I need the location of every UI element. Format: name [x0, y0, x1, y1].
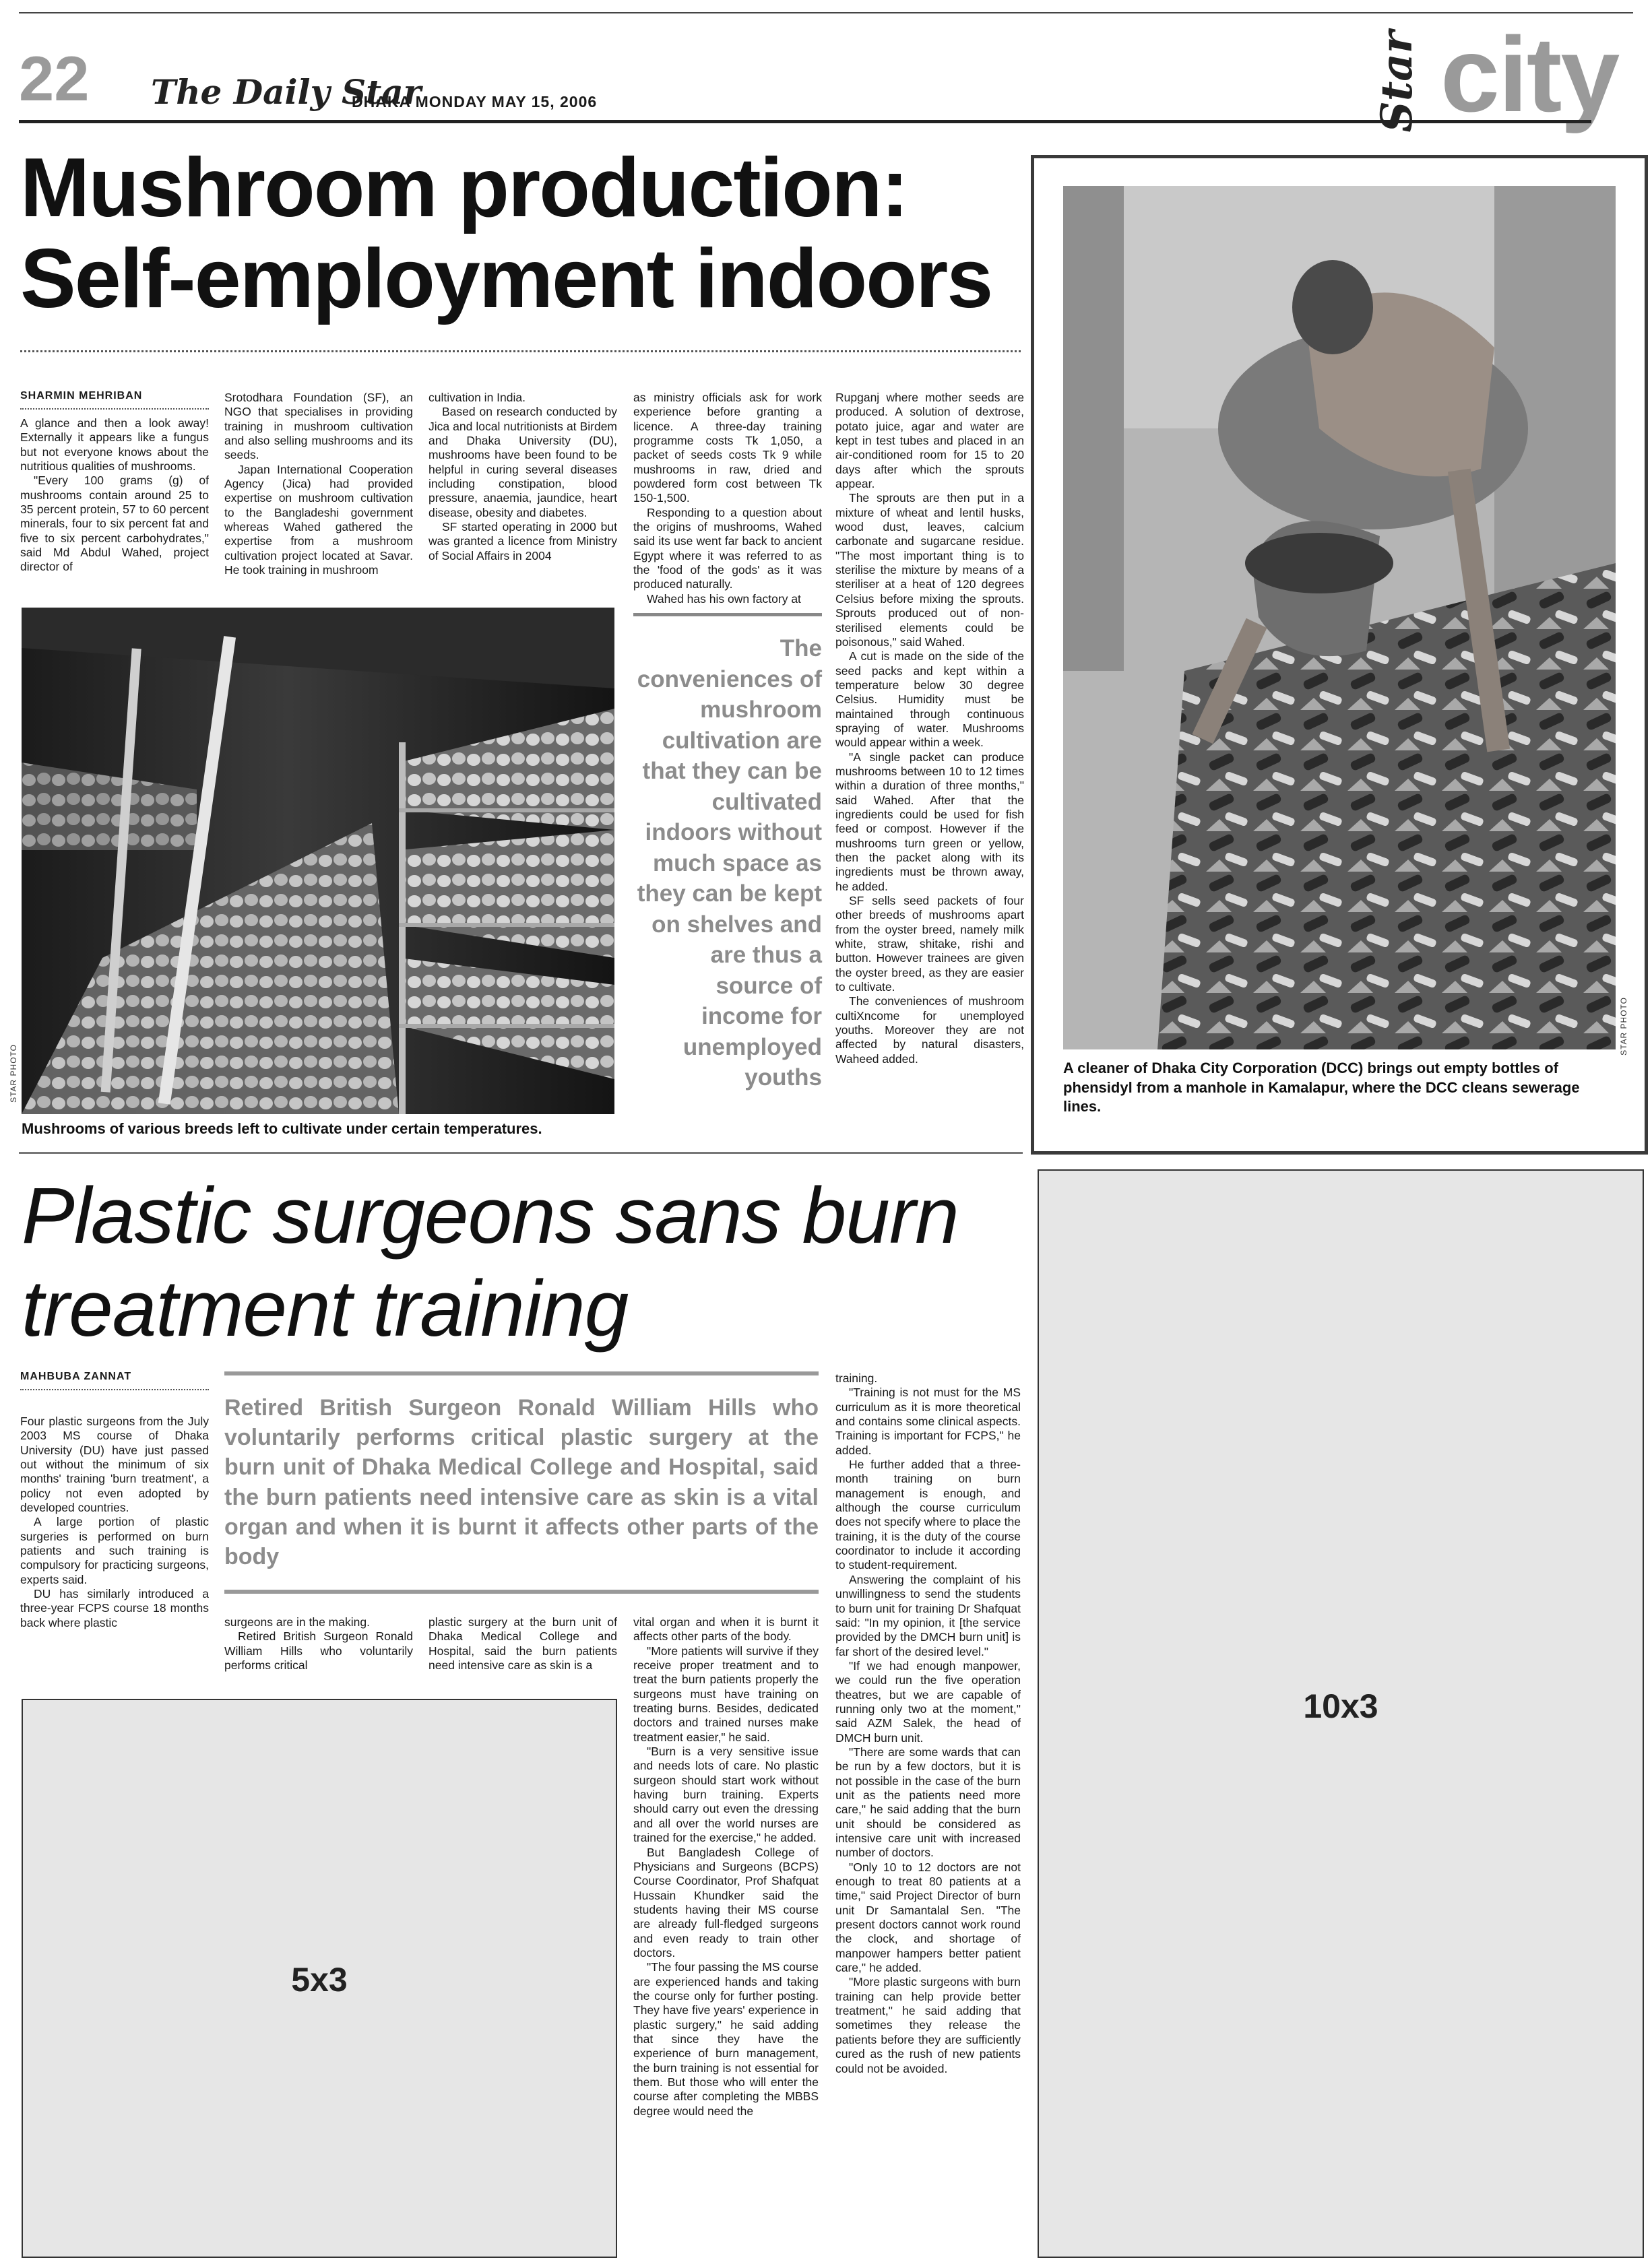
- paragraph: Rupganj where mother seeds are produced. A solution of dextrose, potato juice, agar and water are kept in test tubes and placed in an air-conditioned room for 15 to 20 days after which the sprouts appear.: [835, 391, 1024, 491]
- story1-column-5: [835, 391, 1024, 1066]
- paragraph: Responding to a question about the origins of mushrooms, Wahed said its use went far back to ancient Egypt where it was referred to as the 'food of the gods' as it was produced naturally.: [633, 505, 822, 591]
- photo-credit: STAR PHOTO: [1619, 997, 1628, 1056]
- story1-column-3: [428, 391, 617, 563]
- paragraph: A glance and then a look away! Externally it appears like a fungus but not everyone knows about the nutritious qualities of mushrooms.: [20, 416, 209, 474]
- story1-column-4: [633, 391, 822, 606]
- paragraph: "If we had enough manpower, we could run the five operation theatres, but we are capable of running only two at the moment," said AZM Salek, the head of DMCH burn unit.: [835, 1658, 1021, 1745]
- paragraph: Four plastic surgeons from the July 2003 MS course of Dhaka University (DU) have just passed out without the minimum of six months' training 'burn treatment', a policy not even adopted by developed countries.: [20, 1415, 209, 1515]
- paragraph: "More patients will survive if they receive proper treatment and to treat the burn patients properly the surgeons must have training on treating burns. Besides, dedicated doctors and trained nurses make treatment easier," he said.: [633, 1644, 819, 1744]
- ad-placeholder-large[interactable]: [1038, 1169, 1644, 2258]
- photo-credit: STAR PHOTO: [9, 1044, 18, 1103]
- story1-headline-line1: Mushroom production:: [20, 141, 908, 234]
- paragraph: Based on research conducted by Jica and local nutritionists at Birdem and Dhaka University (DU), mushrooms have been found to be helpful in curing several diseases including constipation, blood pressure, anaemia, jaundice, heart disease, obesity and diabetes.: [428, 405, 617, 519]
- star-logo-icon: [1372, 30, 1435, 133]
- story2-column-3: [428, 1615, 617, 1673]
- top-rule: [19, 12, 1633, 13]
- story2-column-1: [20, 1415, 209, 1630]
- paragraph: A cut is made on the side of the seed packs and kept within a temperature below 30 degree Celsius. Humidity must be maintained through continuous spraying of water. Mushrooms would appear within a week.: [835, 649, 1024, 750]
- story1-column-1: [20, 416, 209, 575]
- paragraph: vital organ and when it is burnt it affects other parts of the body.: [633, 1615, 819, 1644]
- paragraph: He further added that a three-month training on burn management is enough, and although the course curriculum does not specify where to place the training, it is the duty of the course coordinator to include it according to student-requirement.: [835, 1458, 1021, 1572]
- paragraph: "A single packet can produce mushrooms between 10 to 12 times within a duration of three months," said Wahed. After that the ingredients could be used for fish feed or compost. However if the mushrooms turn green or yellow, then the packet along with its ingredients must be thrown away, he added.: [835, 750, 1024, 893]
- ad-placeholder-small[interactable]: [22, 1699, 617, 2258]
- story1-column-2: [224, 391, 413, 577]
- pull-quote-rule: [224, 1371, 819, 1375]
- paragraph: SF sells seed packets of four other breeds of mushrooms apart from the oyster breed, namely milk white, straw, shitake, rishi and button. However trainees are given the oyster breed, as they are easier to cultivate.: [835, 894, 1024, 994]
- manhole-cleaner-photo: [1063, 186, 1616, 1049]
- byline-rule: [20, 1389, 209, 1390]
- paragraph: plastic surgery at the burn unit of Dhaka Medical College and Hospital, said the burn patients need intensive care as skin is a: [428, 1615, 617, 1673]
- paragraph: DU has similarly introduced a three-year FCPS course 18 months back where plastic: [20, 1587, 209, 1629]
- paragraph: "There are some wards that can be run by a few doctors, but it is not possible in the case of the burn unit as the patients need more care," he said adding that the burn unit should be considered as intensive care unit with increased number of doctors.: [835, 1745, 1021, 1860]
- dateline: DHAKA MONDAY MAY 15, 2006: [352, 93, 598, 110]
- paragraph: But Bangladesh College of Physicians and Surgeons (BCPS) Course Coordinator, Prof Shafquat Hussain Khundker said the students having their MS course are already full-fledged surgeons and even ready to train other doctors.: [633, 1845, 819, 1959]
- ad-size-label: 10x3: [1303, 1687, 1378, 1725]
- pull-quote-rule: [633, 613, 822, 616]
- paragraph: training.: [835, 1371, 878, 1385]
- paragraph: Retired British Surgeon Ronald William Hills who voluntarily performs critical: [224, 1629, 413, 1673]
- paragraph: "More plastic surgeons with burn training can help provide better treatment," he said adding that sometimes they release the patients before they are sufficiently cured as the rush of new patients could not be avoided.: [835, 1975, 1021, 2075]
- paragraph: Japan International Cooperation Agency (Jica) had provided expertise on mushroom cultivation to the Bangladeshi government whereas Wahed gathered the expertise from a mushroom cultivation project located at Savar. He took training in mushroom: [224, 462, 413, 577]
- section-title: city: [1440, 15, 1619, 134]
- story2-column-2: [224, 1615, 413, 1673]
- paragraph: cultivation in India.: [428, 391, 526, 404]
- story2-headline-line2: treatment training: [22, 1264, 629, 1354]
- paragraph: "Burn is a very sensitive issue and needs lots of care. No plastic surgeon should start work without having burn training. Experts should carry out even the dressing and all over the world nurses are trained for the exercise," he added.: [633, 1745, 819, 1845]
- page-number: 22: [19, 43, 90, 114]
- manhole-photo-caption: A cleaner of Dhaka City Corporation (DCC) brings out empty bottles of phensidyl from a manhole in Kamalapur, where the DCC cleans sewerage lines.: [1063, 1060, 1580, 1115]
- paragraph: "The four passing the MS course are experienced hands and taking the course only for further posting. They have five years' experience in plastic surgery," he said adding that since they have the experience of burn management, the burn training is not essential for them. But those who will enter the course after completing the MBBS degree would need the: [633, 1960, 819, 2118]
- headline-dotted-rule: [20, 350, 1021, 352]
- mushroom-shelves-photo: [22, 608, 614, 1114]
- pull-quote-rule: [224, 1590, 819, 1594]
- paragraph: surgeons are in the making.: [224, 1615, 370, 1629]
- paragraph: SF started operating in 2000 but was granted a licence from Ministry of Social Affairs in 2004: [428, 520, 617, 562]
- story2-pull-quote: Retired British Surgeon Ronald William Hills who voluntarily performs critical plastic surgery at the burn unit of Dhaka Medical College and Hospital, said the burn patients need intensive care as skin is a vital organ and when it is burnt it affects other parts of the body: [224, 1395, 819, 1569]
- paragraph: "Every 100 grams (g) of mushrooms contain around 25 to 35 percent protein, 57 to 60 percent minerals, four to six percent fat and five to six percent carbohydrates," said Md Abdul Wahed, project director of: [20, 474, 209, 574]
- byline-rule: [20, 408, 209, 410]
- paragraph: "Only 10 to 12 doctors are not enough to treat 80 patients at a time," said Project Director of burn unit Dr Samantalal Sen. "The present doctors cannot work round the clock, and shortage of manpower hampers better patient care," he added.: [835, 1860, 1021, 1975]
- paragraph: as ministry officials ask for work experience before granting a licence. A three-day training programme costs Tk 1,050, a packet of seeds costs Tk 9 while mushrooms in raw, dried and powdered form cost between Tk 150-1,500.: [633, 391, 822, 505]
- story1-headline: [20, 143, 1031, 325]
- paragraph: The sprouts are then put in a mixture of wheat and lentil husks, wood dust, leaves, calcium carbonate and sugarcane residue. "The most important thing is to sterilise the mixture by means of a steriliser at a heat of 120 degrees Celsius before mixing the sprouts. Sprouts produced out of non-sterilised elements could be poisonous," said Wahed.: [835, 491, 1024, 649]
- section-divider: [19, 1152, 1023, 1154]
- paragraph: The conveniences of mushroom cultiXncome for unemployed youths. Moreover they are not affected by natural disasters, Waheed added.: [835, 994, 1024, 1066]
- story2-byline: MAHBUBA ZANNAT: [20, 1371, 132, 1382]
- masthead-rule: [19, 120, 1591, 123]
- paragraph: Srotodhara Foundation (SF), an NGO that specialises in providing training in mushroom cultivation and also selling mushrooms and its seeds.: [224, 391, 413, 462]
- paragraph: "Training is not must for the MS curriculum as it is more theoretical and contains some clinical aspects. Training is important for FCPS," he added.: [835, 1386, 1021, 1457]
- story1-byline: SHARMIN MEHRIBAN: [20, 390, 143, 401]
- story2-column-5: [835, 1371, 1021, 2076]
- story2-column-4: [633, 1615, 819, 2118]
- story2-headline-line1: Plastic surgeons sans burn: [22, 1171, 959, 1260]
- svg-text:Star: Star: [1372, 30, 1422, 133]
- ad-size-label: 5x3: [291, 1961, 348, 1999]
- paragraph: A large portion of plastic surgeries is performed on burn patients and such training is compulsory for practicing surgeons, experts said.: [20, 1515, 209, 1586]
- story1-pull-quote: The conveniences of mushroom cultivation are that they can be cultivated indoors without much space as they can be kept on shelves and are thus a source of income for unemployed youths: [637, 635, 822, 1091]
- story1-headline-line2: Self-employment indoors: [20, 232, 992, 326]
- mushroom-photo-caption: Mushrooms of various breeds left to cultivate under certain temperatures.: [22, 1120, 542, 1137]
- paragraph: Answering the complaint of his unwillingness to send the students to burn unit for training Dr Shafquat said: "In my opinion, it [the service provided by the DMCH burn unit] is far short of the desired level.": [835, 1572, 1021, 1658]
- paper-name: The Daily Star: [151, 72, 421, 112]
- paragraph: Wahed has his own factory at: [647, 591, 801, 606]
- story2-headline: [22, 1169, 1019, 1355]
